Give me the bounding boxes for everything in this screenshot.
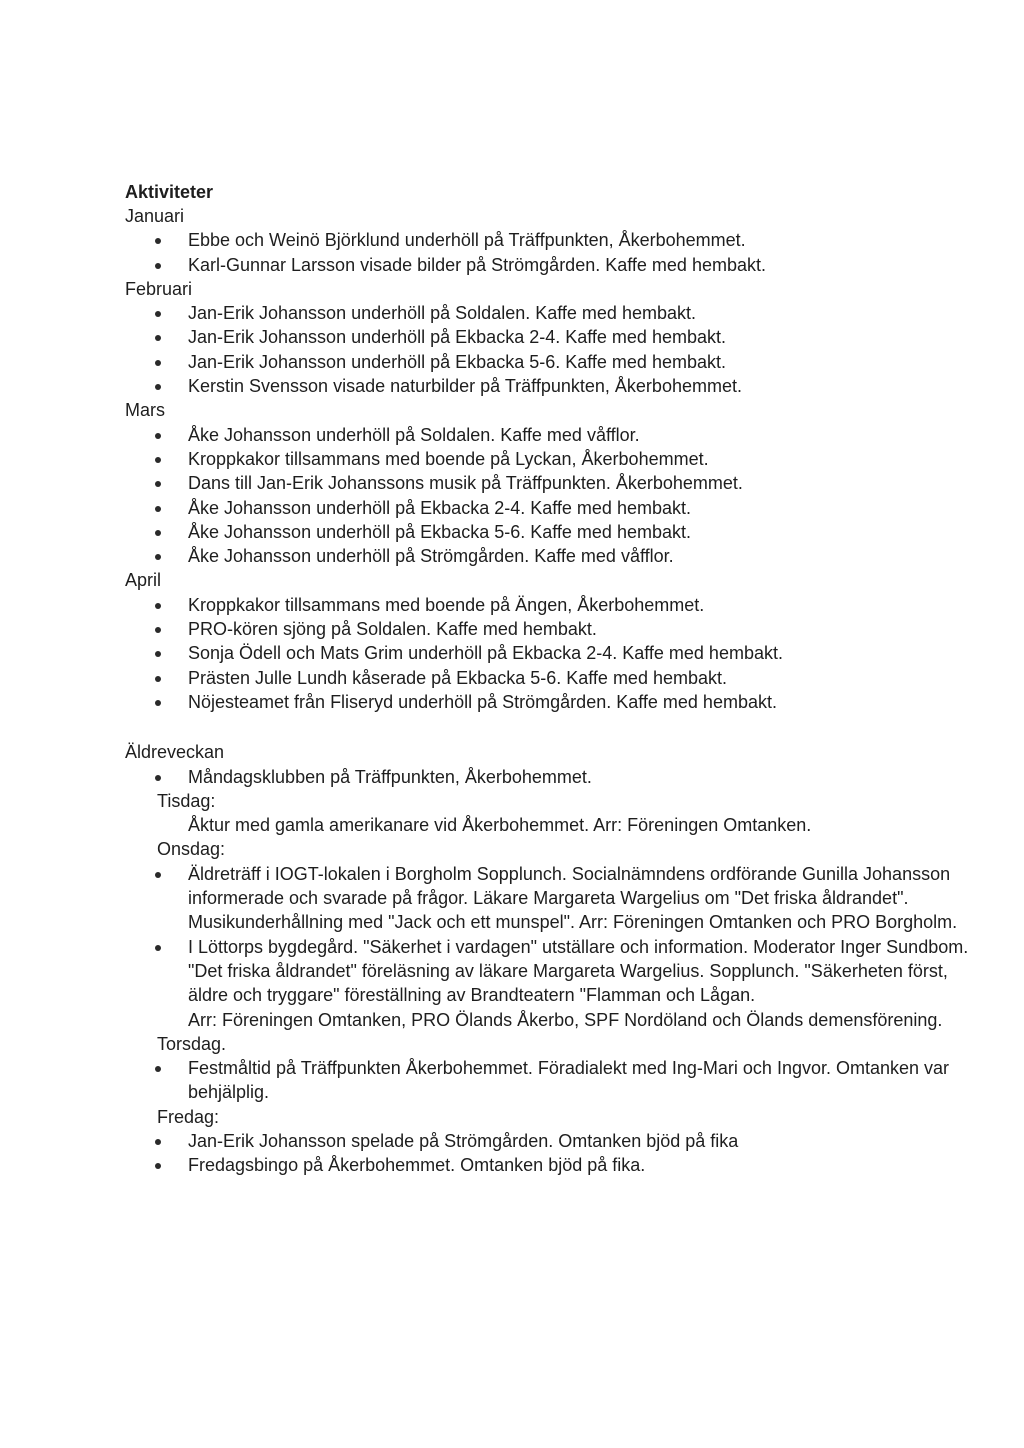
day-label-thursday: Torsdag. — [157, 1033, 227, 1054]
day-label-friday: Fredag: — [157, 1106, 220, 1127]
page-title: Aktiviteter — [125, 182, 214, 202]
tuesday-text: Åktur med gamla amerikanare vid Åkerbohemmet. Arr: Föreningen Omtanken. — [188, 815, 812, 836]
list-item: Prästen Julle Lundh kåserade på Ekbacka 5-6. Kaffe med hembakt. — [125, 666, 975, 690]
wednesday-item2-arr: Arr: Föreningen Omtanken, PRO Ölands Åkerbo, SPF Nordöland och Ölands demensförening. — [188, 1009, 943, 1030]
month-januari — [125, 204, 975, 277]
month-heading: Februari — [125, 278, 193, 299]
aldreveckan-section — [125, 740, 975, 1177]
list-item: Jan-Erik Johansson underhöll på Soldalen. Kaffe med hembakt. — [125, 301, 975, 325]
day-label-tuesday: Tisdag: — [157, 790, 216, 811]
list-item: Måndagsklubben på Träffpunkten, Åkerbohemmet. — [125, 765, 975, 789]
list-item: Kroppkakor tillsammans med boende på Ängen, Åkerbohemmet. — [125, 593, 975, 617]
list-item — [125, 935, 975, 1032]
list-item: Kroppkakor tillsammans med boende på Lyckan, Åkerbohemmet. — [125, 447, 975, 471]
aldreveckan-heading: Äldreveckan — [125, 742, 225, 763]
list-item: PRO-kören sjöng på Soldalen. Kaffe med hembakt. — [125, 617, 975, 641]
list-item: Kerstin Svensson visade naturbilder på Träffpunkten, Åkerbohemmet. — [125, 374, 975, 398]
list-item: Åke Johansson underhöll på Ekbacka 2-4. Kaffe med hembakt. — [125, 496, 975, 520]
activity-list — [125, 301, 975, 398]
list-item: Åke Johansson underhöll på Soldalen. Kaffe med våfflor. — [125, 423, 975, 447]
list-item: Äldreträff i IOGT-lokalen i Borgholm Sopplunch. Socialnämndens ordförande Gunilla Johansson informerade och svarade på frågor. Läkare Margareta Wargelius om "Det friska åldrandet". Musikunderhållning med "Jack och ett munspel". Arr: Föreningen Omtanken och PRO Borgholm. — [125, 862, 975, 935]
activity-list — [125, 593, 975, 714]
month-april — [125, 568, 975, 714]
list-item: Åke Johansson underhöll på Ekbacka 5-6. Kaffe med hembakt. — [125, 520, 975, 544]
day-label-wednesday: Onsdag: — [157, 839, 226, 860]
list-item: Karl-Gunnar Larsson visade bilder på Strömgården. Kaffe med hembakt. — [125, 253, 975, 277]
section-spacer — [125, 714, 975, 740]
list-item: Åke Johansson underhöll på Strömgården. Kaffe med våfflor. — [125, 544, 975, 568]
month-heading: Mars — [125, 400, 165, 421]
list-item: Festmåltid på Träffpunkten Åkerbohemmet. Föradialekt med Ing-Mari och Ingvor. Omtanken var behjälplig. — [125, 1056, 975, 1105]
list-item: Sonja Ödell och Mats Grim underhöll på Ekbacka 2-4. Kaffe med hembakt. — [125, 641, 975, 665]
activity-list — [125, 423, 975, 569]
month-februari — [125, 277, 975, 398]
list-item: Nöjesteamet från Fliseryd underhöll på Strömgården. Kaffe med hembakt. — [125, 690, 975, 714]
month-heading: April — [125, 570, 162, 591]
list-item: Jan-Erik Johansson spelade på Strömgården. Omtanken bjöd på fika — [125, 1129, 975, 1153]
wednesday-item2-text: I Löttorps bygdegård. "Säkerhet i vardagen" utställare och information. Moderator Inger Sundbom. "Det friska åldrandet" föreläsning av läkare Margareta Wargelius. Sopplunch. "Säkerheten först, äldre och tryggare" föreställning av Brandteatern "Flamman och Lågan. — [188, 936, 969, 1006]
list-item: Ebbe och Weinö Björklund underhöll på Träffpunkten, Åkerbohemmet. — [125, 228, 975, 252]
list-item: Dans till Jan-Erik Johanssons musik på Träffpunkten. Åkerbohemmet. — [125, 471, 975, 495]
friday-list — [125, 1129, 975, 1178]
activity-list — [125, 228, 975, 277]
wednesday-list — [125, 862, 975, 1032]
monday-list — [125, 765, 975, 789]
thursday-list — [125, 1056, 975, 1105]
month-mars — [125, 398, 975, 568]
month-heading: Januari — [125, 206, 185, 226]
list-item: Jan-Erik Johansson underhöll på Ekbacka 5-6. Kaffe med hembakt. — [125, 350, 975, 374]
list-item: Fredagsbingo på Åkerbohemmet. Omtanken bjöd på fika. — [125, 1153, 975, 1177]
list-item: Jan-Erik Johansson underhöll på Ekbacka 2-4. Kaffe med hembakt. — [125, 325, 975, 349]
document-body — [125, 180, 975, 1178]
